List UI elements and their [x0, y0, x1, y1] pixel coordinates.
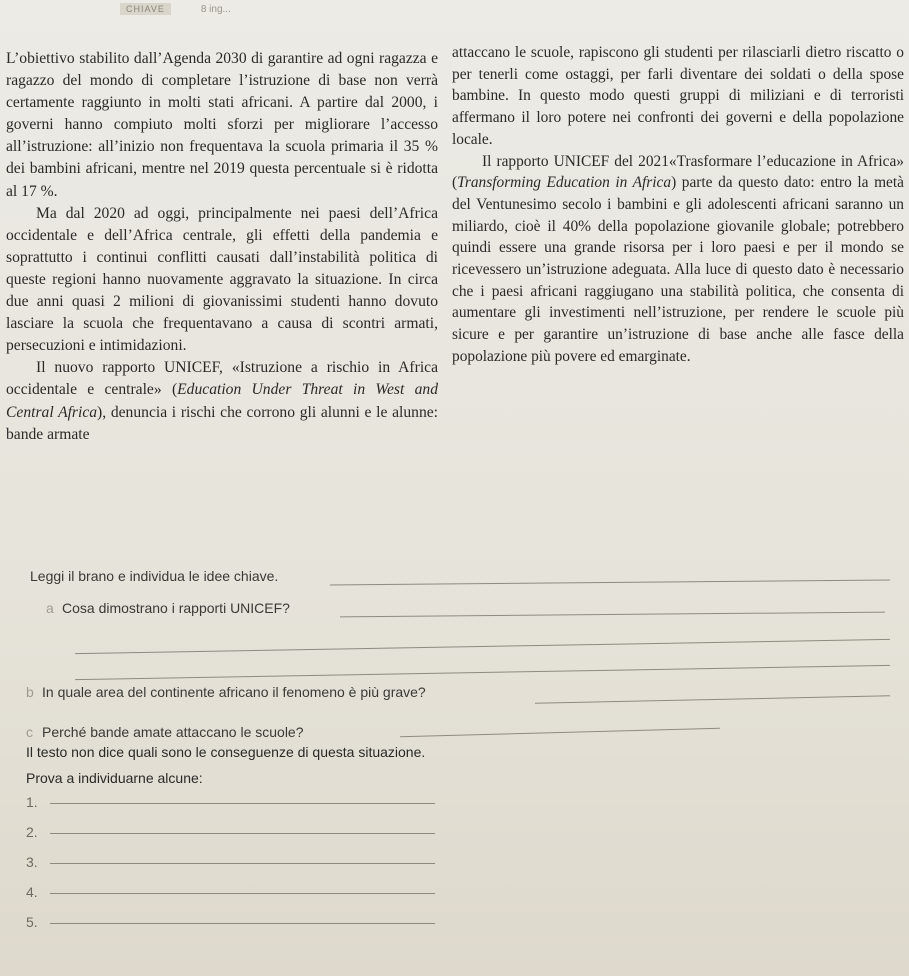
article-left-column	[6, 48, 438, 446]
paragraph-5-italic: Transforming Education in Africa	[457, 174, 672, 192]
answer-line-1[interactable]	[50, 803, 435, 804]
paragraph-3	[6, 357, 438, 445]
paragraph-3-after: ), denuncia i rischi che corrono gli alunni e le alunne: bande armate	[6, 403, 438, 443]
exercise-prompt: Prova a individuarne alcune:	[26, 770, 203, 786]
question-b-marker: b	[26, 684, 34, 700]
list-item-3	[26, 854, 36, 870]
answer-line-b[interactable]	[535, 695, 890, 703]
question-b-text: In quale area del continente africano il fenomeno è più grave?	[42, 684, 426, 700]
list-item-1-number: 1.	[26, 794, 38, 810]
paragraph-5	[452, 151, 904, 368]
paragraph-5-before: Il rapporto UNICEF del 2021«Trasformare l’educazione in Africa» (	[452, 152, 904, 192]
exercise-instruction: Leggi il brano e individua le idee chiave.	[30, 568, 279, 584]
answer-line-5[interactable]	[50, 923, 435, 924]
paragraph-3-before: Il nuovo rapporto UNICEF, «Istruzione a rischio in Africa occidentale e centrale» (	[6, 359, 438, 399]
answer-line-4[interactable]	[50, 893, 435, 894]
paragraph-5-after: ) parte da questo dato: entro la metà del Ventunesimo secolo i bambini e gli adolescenti africani saranno un miliardo, cioè il 40% della popolazione giovanile globale; potrebbero quindi essere una grande risorsa per i loro paesi e per il mondo se ricevessero un’istruzione adeguata. Alla luce di questo dato è necessario che i paesi africani raggiugano una stabilità politica, che consenta di aumentare gli investimenti nell’istruzione, per rendere le scuole più sicure e per garantire un’istruzione di base anche alle fasce della popolazione più povere ed emarginate.	[452, 174, 904, 365]
paragraph-3-italic: Education Under Threat in West and Central Africa	[6, 381, 439, 421]
question-a	[46, 600, 290, 616]
list-item-3-number: 3.	[26, 854, 38, 870]
answer-line-c[interactable]	[400, 728, 720, 737]
list-item-2	[26, 824, 36, 840]
question-c	[26, 724, 304, 740]
list-item-4-number: 4.	[26, 884, 38, 900]
list-item-1	[26, 794, 36, 810]
list-item-2-number: 2.	[26, 824, 38, 840]
list-item-5	[26, 914, 36, 930]
top-mark: 8 ing...	[200, 3, 231, 15]
article-right-column	[452, 42, 904, 368]
answer-line-a[interactable]	[340, 612, 885, 618]
answer-line-a2[interactable]	[75, 639, 890, 654]
list-item-5-number: 5.	[26, 914, 38, 930]
question-a-marker: a	[46, 600, 54, 616]
chiave-tab: CHIAVE	[120, 3, 171, 15]
answer-line-2[interactable]	[50, 833, 435, 834]
answer-line[interactable]	[330, 580, 890, 586]
question-b	[26, 684, 426, 700]
paragraph-4: attaccano le scuole, rapiscono gli studenti per rilasciarli dietro riscatto o per tenerli come ostaggi, per farli diventare dei soldati o della spose bambine. In questo modo questi gruppi di miliziani e di terroristi affermano il loro potere nei confronti dei governi e della popolazione locale.	[452, 44, 904, 148]
paragraph-1: L’obiettivo stabilito dall’Agenda 2030 di garantire ad ogni ragazza e ragazzo del mondo di completare l’istruzione di base non verrà certamente raggiunto in molti stati africani. A partire dal 2000, i governi hanno compiuto molti sforzi per migliorare l’accesso all’istruzione: all’inizio non frequentava la scuola primaria il 35 % dei bambini africani, mentre nel 2019 questa percentuale si è ridotta al 17 %.	[6, 50, 438, 200]
answer-line-3[interactable]	[50, 863, 435, 864]
question-a-text: Cosa dimostrano i rapporti UNICEF?	[62, 600, 290, 616]
paragraph-2: Ma dal 2020 ad oggi, principalmente nei paesi dell’Africa occidentale e dell’Africa centrale, gli effetti della pandemia e soprattutto i continui conflitti causati dall’instabilità politica di queste regioni hanno nuovamente aggravato la situazione. In circa due anni quasi 2 milioni di giovanissimi studenti hanno dovuto lasciare la scuola che frequentavano a causa di scontri armati, persecuzioni e intimidazioni.	[6, 204, 438, 355]
question-c-text: Perché bande amate attaccano le scuole?	[42, 724, 304, 740]
answer-line-a3[interactable]	[75, 665, 890, 680]
exercise-note: Il testo non dice quali sono le conseguenze di questa situazione.	[26, 744, 426, 760]
list-item-4	[26, 884, 36, 900]
top-bar	[120, 0, 231, 18]
question-c-marker: c	[26, 724, 33, 740]
